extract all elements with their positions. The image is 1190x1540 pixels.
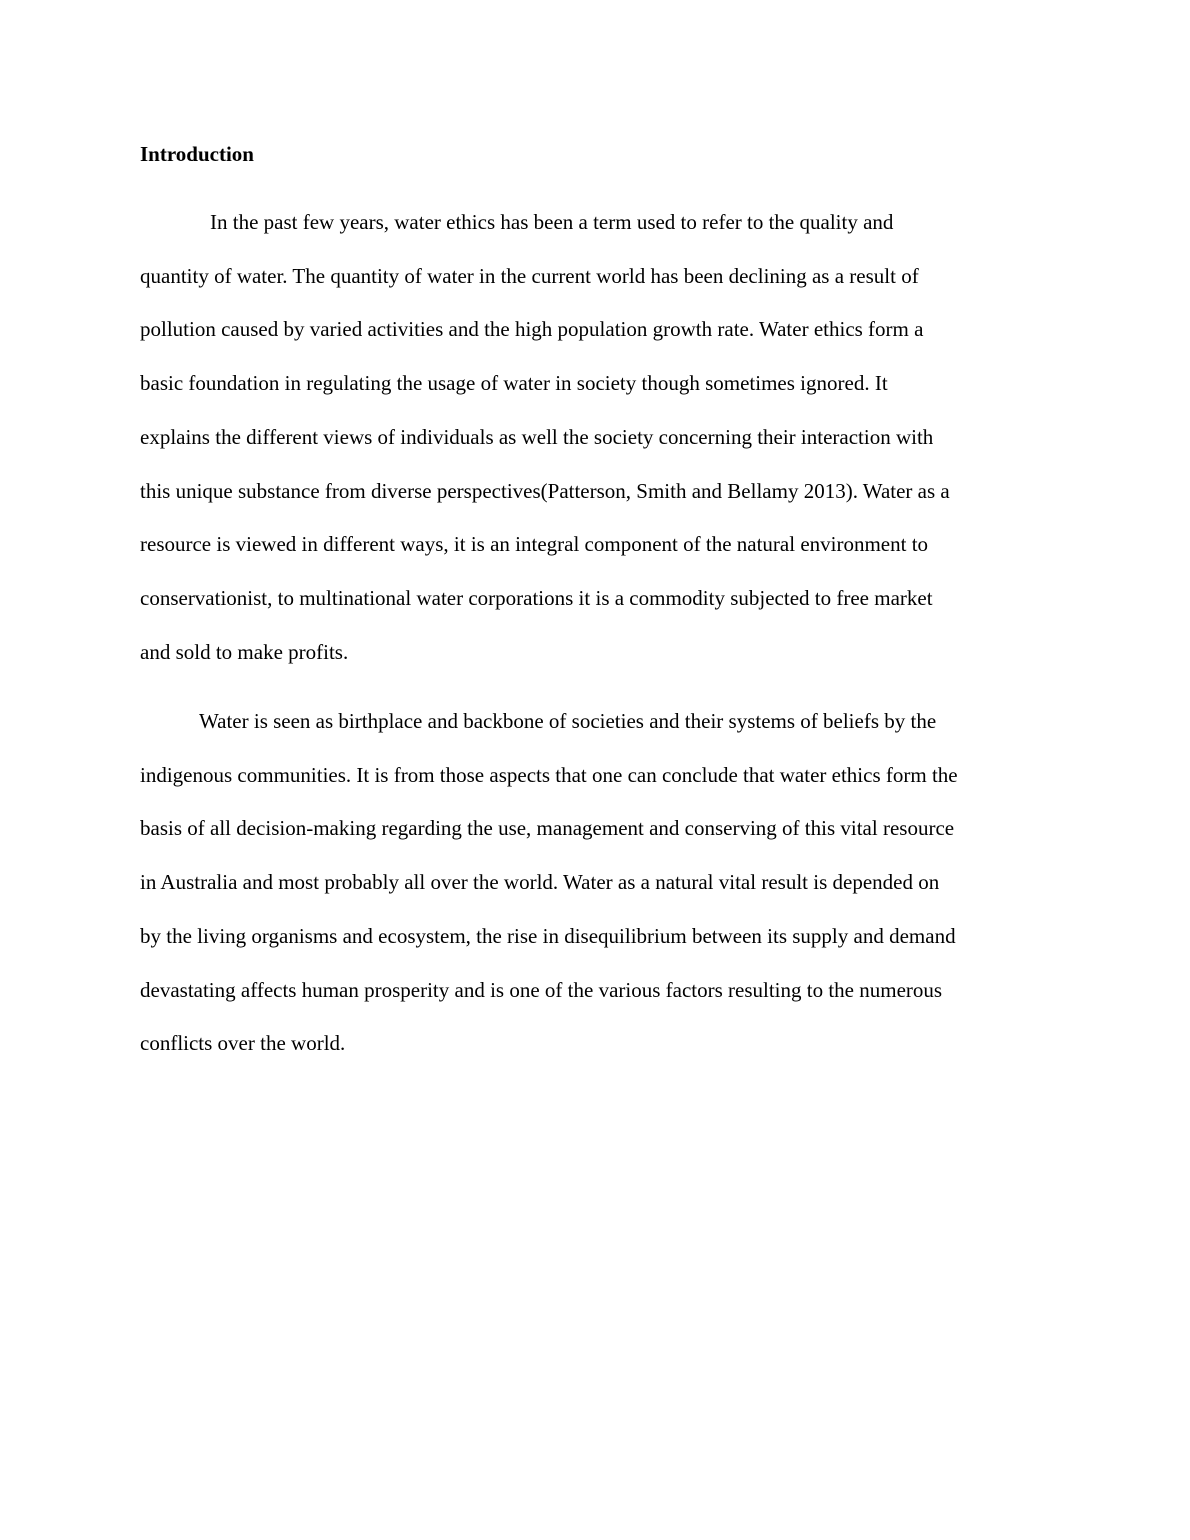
paragraph-line: this unique substance from diverse perspectives(Patterson, Smith and Bellamy 2013). Water as a (140, 478, 950, 503)
paragraph-line: resource is viewed in different ways, it is an integral component of the natural environment to (140, 532, 929, 557)
paragraph-line: quantity of water. The quantity of water in the current world has been declining as a result of (140, 263, 919, 288)
paragraph-line: by the living organisms and ecosystem, the rise in disequilibrium between its supply and demand (140, 923, 956, 948)
paragraph-line: basis of all decision-making regarding the use, management and conserving of this vital resource (140, 816, 955, 841)
paragraph-line: in Australia and most probably all over the world. Water as a natural vital result is depended on (140, 870, 940, 895)
paragraph-line: conflicts over the world. (140, 1031, 346, 1056)
paragraph-2 (140, 695, 958, 1071)
paragraph-line: explains the different views of individuals as well the society concerning their interaction with (140, 424, 934, 449)
paragraph-line: indigenous communities. It is from those aspects that one can conclude that water ethics form the (140, 762, 958, 787)
paragraph-line: devastating affects human prosperity and is one of the various factors resulting to the numerous (140, 977, 943, 1002)
paragraph-line: In the past few years, water ethics has been a term used to refer to the quality and (210, 210, 894, 234)
paragraph-line: pollution caused by varied activities and the high population growth rate. Water ethics form a (140, 317, 924, 342)
paragraph-line: basic foundation in regulating the usage of water in society though sometimes ignored. It (140, 371, 888, 396)
paragraph-line: conservationist, to multinational water corporations it is a commodity subjected to free market (140, 585, 933, 610)
paragraph-line: and sold to make profits. (140, 639, 349, 664)
section-heading: Introduction (140, 142, 254, 166)
paragraph-1 (140, 196, 950, 679)
paragraph-line: Water is seen as birthplace and backbone of societies and their systems of beliefs by the (199, 709, 937, 733)
